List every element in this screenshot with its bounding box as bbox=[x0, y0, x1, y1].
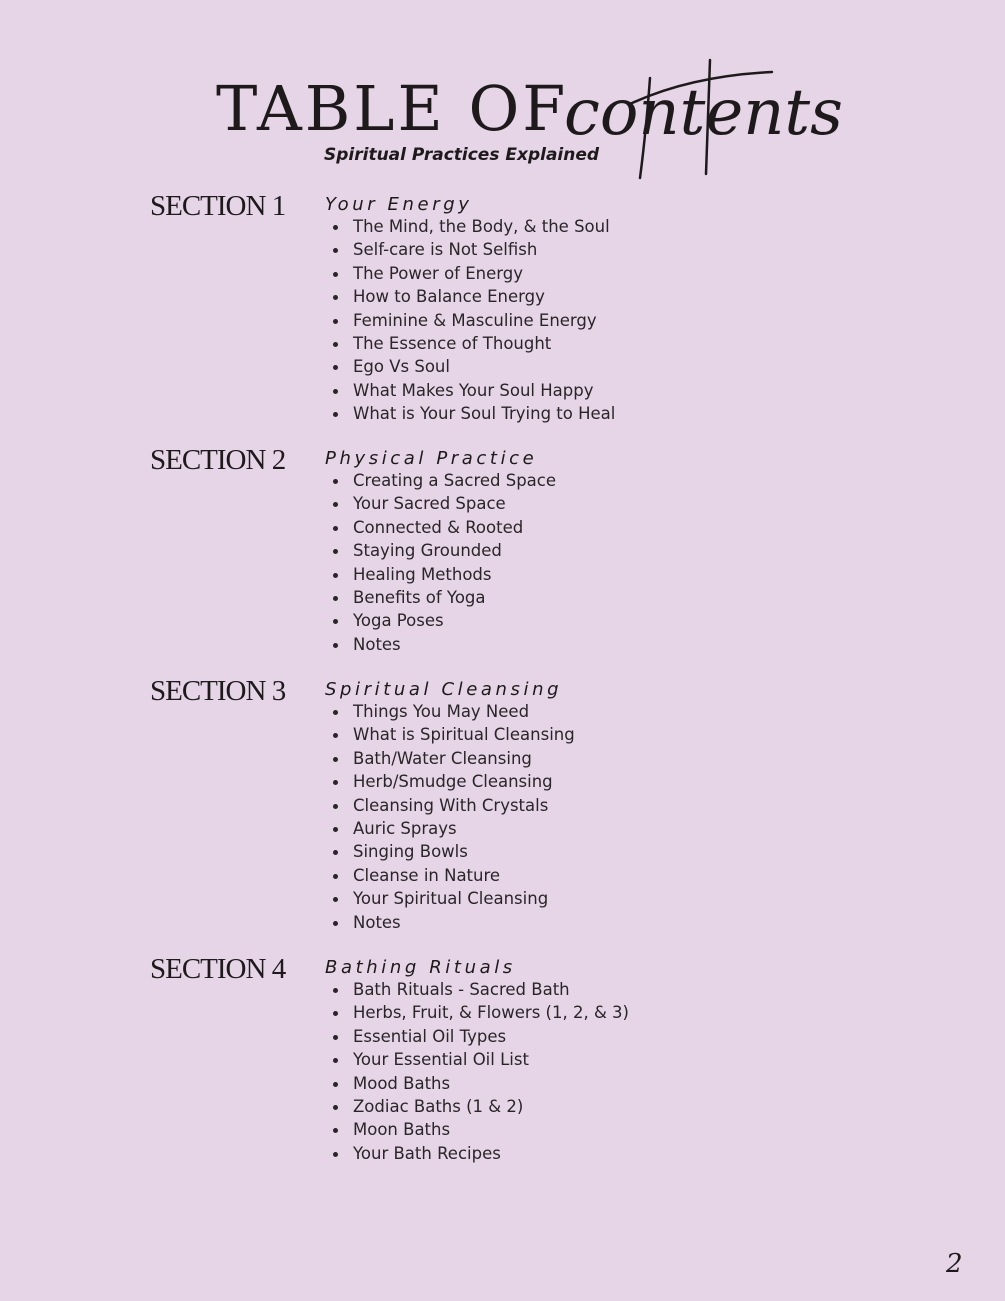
list-item: Yoga Poses bbox=[330, 609, 556, 632]
list-item: Herbs, Fruit, & Flowers (1, 2, & 3) bbox=[330, 1001, 629, 1024]
list-item: Things You May Need bbox=[330, 700, 575, 723]
list-item: Self-care is Not Selfish bbox=[330, 238, 615, 261]
section-items bbox=[330, 469, 556, 656]
list-item: Bath/Water Cleansing bbox=[330, 747, 575, 770]
list-item: Cleansing With Crystals bbox=[330, 794, 575, 817]
list-item: Mood Baths bbox=[330, 1072, 629, 1095]
list-item: Healing Methods bbox=[330, 563, 556, 586]
list-item: Notes bbox=[330, 911, 575, 934]
section-heading: Spiritual Cleansing bbox=[325, 679, 563, 700]
list-item: Your Spiritual Cleansing bbox=[330, 887, 575, 910]
list-item: Herb/Smudge Cleansing bbox=[330, 770, 575, 793]
list-item: Zodiac Baths (1 & 2) bbox=[330, 1095, 629, 1118]
section-label: SECTION 4 bbox=[150, 953, 286, 985]
section-heading: Your Energy bbox=[325, 194, 473, 215]
subtitle: Spiritual Practices Explained bbox=[324, 145, 600, 165]
page-header bbox=[0, 0, 1005, 200]
list-item: How to Balance Energy bbox=[330, 285, 615, 308]
section-items bbox=[330, 700, 575, 934]
title-script-text: contents bbox=[564, 76, 843, 150]
list-item: The Essence of Thought bbox=[330, 332, 615, 355]
list-item: What Makes Your Soul Happy bbox=[330, 379, 615, 402]
list-item: The Mind, the Body, & the Soul bbox=[330, 215, 615, 238]
list-item: Auric Sprays bbox=[330, 817, 575, 840]
list-item: Feminine & Masculine Energy bbox=[330, 309, 615, 332]
section-label: SECTION 2 bbox=[150, 444, 286, 476]
page-title: TABLE OF bbox=[216, 72, 569, 145]
list-item: The Power of Energy bbox=[330, 262, 615, 285]
list-item: Ego Vs Soul bbox=[330, 355, 615, 378]
list-item: What is Spiritual Cleansing bbox=[330, 723, 575, 746]
list-item: Moon Baths bbox=[330, 1118, 629, 1141]
list-item: Notes bbox=[330, 633, 556, 656]
list-item: Singing Bowls bbox=[330, 840, 575, 863]
section-heading: Physical Practice bbox=[325, 448, 538, 469]
title-script-word bbox=[560, 52, 843, 187]
section-heading: Bathing Rituals bbox=[325, 957, 516, 978]
list-item: Essential Oil Types bbox=[330, 1025, 629, 1048]
list-item: Staying Grounded bbox=[330, 539, 556, 562]
list-item: Your Essential Oil List bbox=[330, 1048, 629, 1071]
list-item: Benefits of Yoga bbox=[330, 586, 556, 609]
list-item: Bath Rituals - Sacred Bath bbox=[330, 978, 629, 1001]
page-number: 2 bbox=[946, 1249, 963, 1279]
list-item: Cleanse in Nature bbox=[330, 864, 575, 887]
list-item: Your Sacred Space bbox=[330, 492, 556, 515]
section-label: SECTION 1 bbox=[150, 190, 286, 222]
list-item: Connected & Rooted bbox=[330, 516, 556, 539]
section-label: SECTION 3 bbox=[150, 675, 286, 707]
section-items bbox=[330, 215, 615, 426]
section-items bbox=[330, 978, 629, 1165]
list-item: Your Bath Recipes bbox=[330, 1142, 629, 1165]
list-item: What is Your Soul Trying to Heal bbox=[330, 402, 615, 425]
list-item: Creating a Sacred Space bbox=[330, 469, 556, 492]
